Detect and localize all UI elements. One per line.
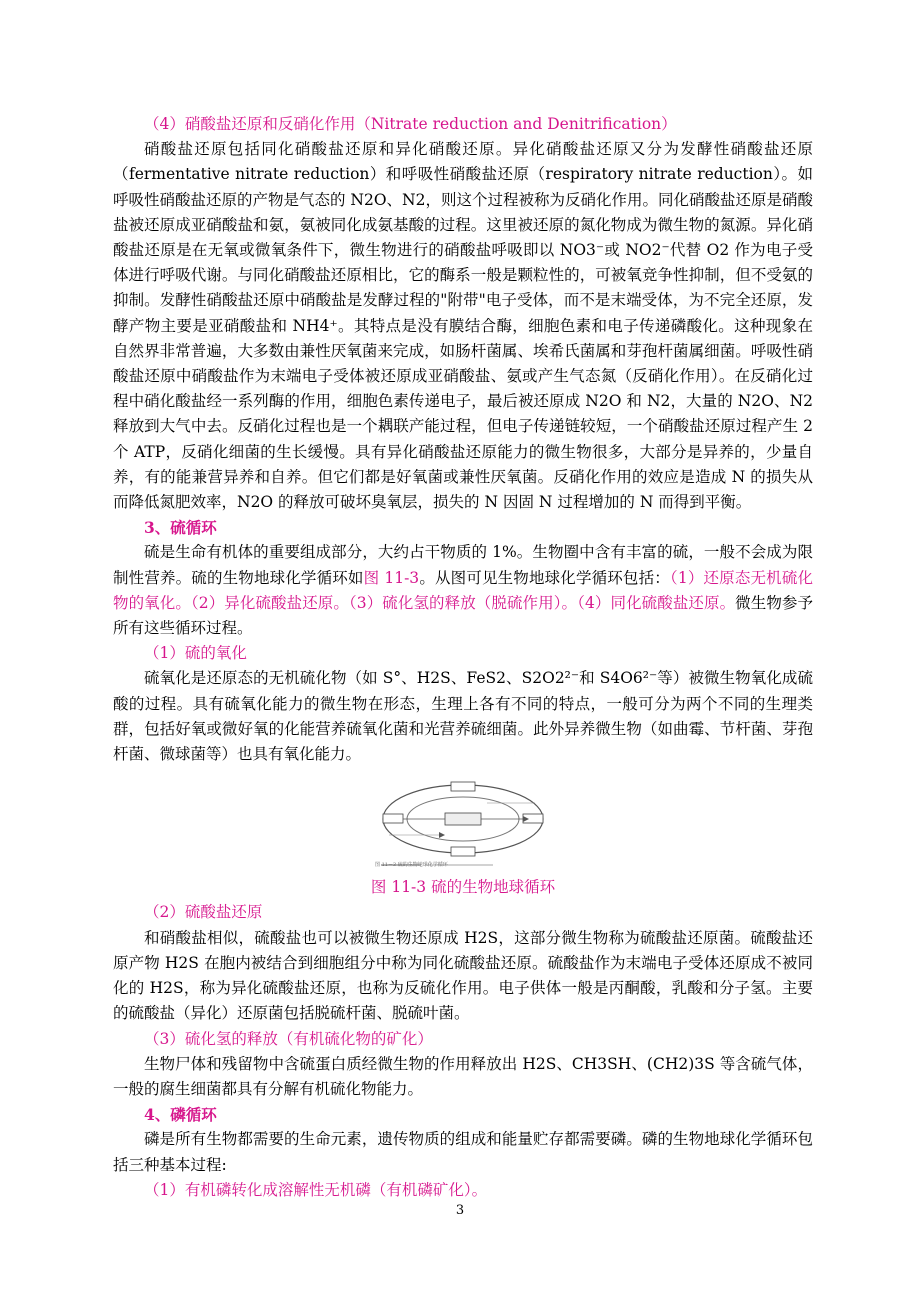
phosphorus-section-title: 4、磷循环 xyxy=(144,1105,217,1125)
sulfate-reduction-title: （2）硫酸盐还原 xyxy=(144,903,263,922)
phosphorus-item-1-text: （1）有机磷转化成溶解性无机磷（有机磷矿化）。 xyxy=(144,1180,488,1199)
page-number: 3 xyxy=(455,1203,465,1218)
sulfur-intro xyxy=(113,540,813,641)
sulfur-intro-text-c: 微生物参予所有这些循环过程。 xyxy=(113,593,813,638)
figure-caption: 图 11-3 硫的生物地球循环 xyxy=(370,878,556,897)
sulfur-oxidation-title: （1）硫的氧化 xyxy=(144,644,247,663)
h2s-release-body: 生物尸体和残留物中含硫蛋白质经微生物的作用释放出 H2S、CH3SH、(CH2)3S 等含硫气体，一般的腐生细菌都具有分解有机硫化物能力。 xyxy=(113,1054,813,1098)
nitrate-section-body: 硝酸盐还原包括同化硝酸盐还原和异化硝酸还原。异化硝酸盐还原又分为发酵性硝酸盐还原（fermentative nitrate reduction）和呼吸性硝酸盐还原（respiratory nitrate reduction）。如呼吸性硝酸盐还原的产物是气态的 N2O、N2，则这个过程被称为反硝化作用。同化硝酸盐还原是硝酸盐被还原成亚硝酸盐和氨，氨被同化成氨基酸的过程。这里被还原的氮化物成为微生物的氮源。异化硝酸盐还原是在无氧或微氧条件下，微生物进行的硝酸盐呼吸即以 NO3⁻或 NO2⁻代替 O2 作为电子受体进行呼吸代谢。与同化硝酸盐还原相比，它的酶系一般是颗粒性的，可被氧竞争性抑制，但不受氨的抑制。发酵性硝酸盐还原中硝酸盐是发酵过程的"附带"电子受体，而不是末端受体，为不完全还原，发酵产物主要是亚硝酸盐和 NH4⁺。其特点是没有膜结合酶，细胞色素和电子传递磷酸化。这种现象在自然界非常普遍，大多数由兼性厌氧菌来完成，如肠杆菌属、埃希氏菌属和芽孢杆菌属细菌。呼吸性硝酸盐还原中硝酸盐作为末端电子受体被还原成亚硝酸盐、氨或产生气态氮（反硝化作用）。在反硝化过程中硝化酸盐经一系列酶的作用，细胞色素传递电子，最后被还原成 N2O 和 N2，大量的 N2O、N2 释放到大气中去。反硝化过程也是一个耦联产能过程，但电子传递链较短，一个硝酸盐还原过程产生 2 个 ATP，反硝化细菌的生长缓慢。具有异化硝酸盐还原能力的微生物很多，大部分是异养的，少量自养，有的能兼营异养和自养。但它们都是好氧菌或兼性厌氧菌。反硝化作用的效应是造成 N 的损失从而降低氮肥效率，N2O 的释放可破坏臭氧层，损失的 N 因固 N 过程增加的 N 而得到平衡。 xyxy=(113,140,813,512)
sulfur-oxidation-body: 硫氧化是还原态的无机硫化物（如 S°、H2S、FeS2、S2O2²⁻和 S4O6²⁻等）被微生物氧化成硫酸的过程。具有硫氧化能力的微生物在形态，生理上各有不同的特点，一般可分为两个不同的生理类群，包括好氧或微好氧的化能营养硫氧化菌和光营养硫细菌。此外异养微生物（如曲霉、节杆菌、芽孢杆菌、微球菌等）也具有氧化能力。 xyxy=(113,669,813,764)
nitrate-section-title: （4）硝酸盐还原和反硝化作用（Nitrate reduction and Denitrification） xyxy=(144,115,677,133)
sulfur-section-title: 3、硫循环 xyxy=(144,518,217,538)
sulfur-cycle-processes: （1）还原态无机硫化物的氧化。（2）异化硫酸盐还原。（3）硫化氢的释放（脱硫作用）。（4）同化硫酸盐还原。 xyxy=(113,568,813,612)
figure-reference-link[interactable]: 图 11-3 xyxy=(363,568,420,587)
h2s-release-title: （3）硫化氢的释放（有机硫化物的矿化） xyxy=(144,1029,433,1048)
document-page xyxy=(113,112,813,1203)
phosphorus-item-1 xyxy=(113,1178,813,1203)
sulfate-reduction-body: 和硝酸盐相似，硫酸盐也可以被微生物还原成 H2S，这部分微生物称为硫酸盐还原菌。硫酸盐还原产物 H2S 在胞内被结合到细胞组分中称为同化硫酸盐还原。硫酸盐作为末端电子受体还原成不被同化的 H2S，称为异化硫酸盐还原，也称为反硫化作用。电子供体一般是丙酮酸，乳酸和分子氢。主要的硫酸盐（异化）还原菌包括脱硫杆菌、脱硫叶菌。 xyxy=(113,928,813,1023)
sulfur-intro-text-b: 。从图可见生物地球化学循环包括： xyxy=(419,568,670,587)
phosphorus-section-body: 磷是所有生物都需要的生命元素，遗传物质的组成和能量贮存都需要磷。磷的生物地球化学循环包括三种基本过程: xyxy=(113,1130,813,1174)
sulfur-cycle-figure xyxy=(113,779,813,871)
sulfur-intro-text-a: 硫是生命有机体的重要组成部分，大约占干物质的 1%。生物圈中含有丰富的硫，一般不会成为限制性营养。硫的生物地球化学循环如 xyxy=(113,543,813,587)
figure-inner-caption: 图 11－3 硫的生物地球化学循环 xyxy=(375,862,448,869)
